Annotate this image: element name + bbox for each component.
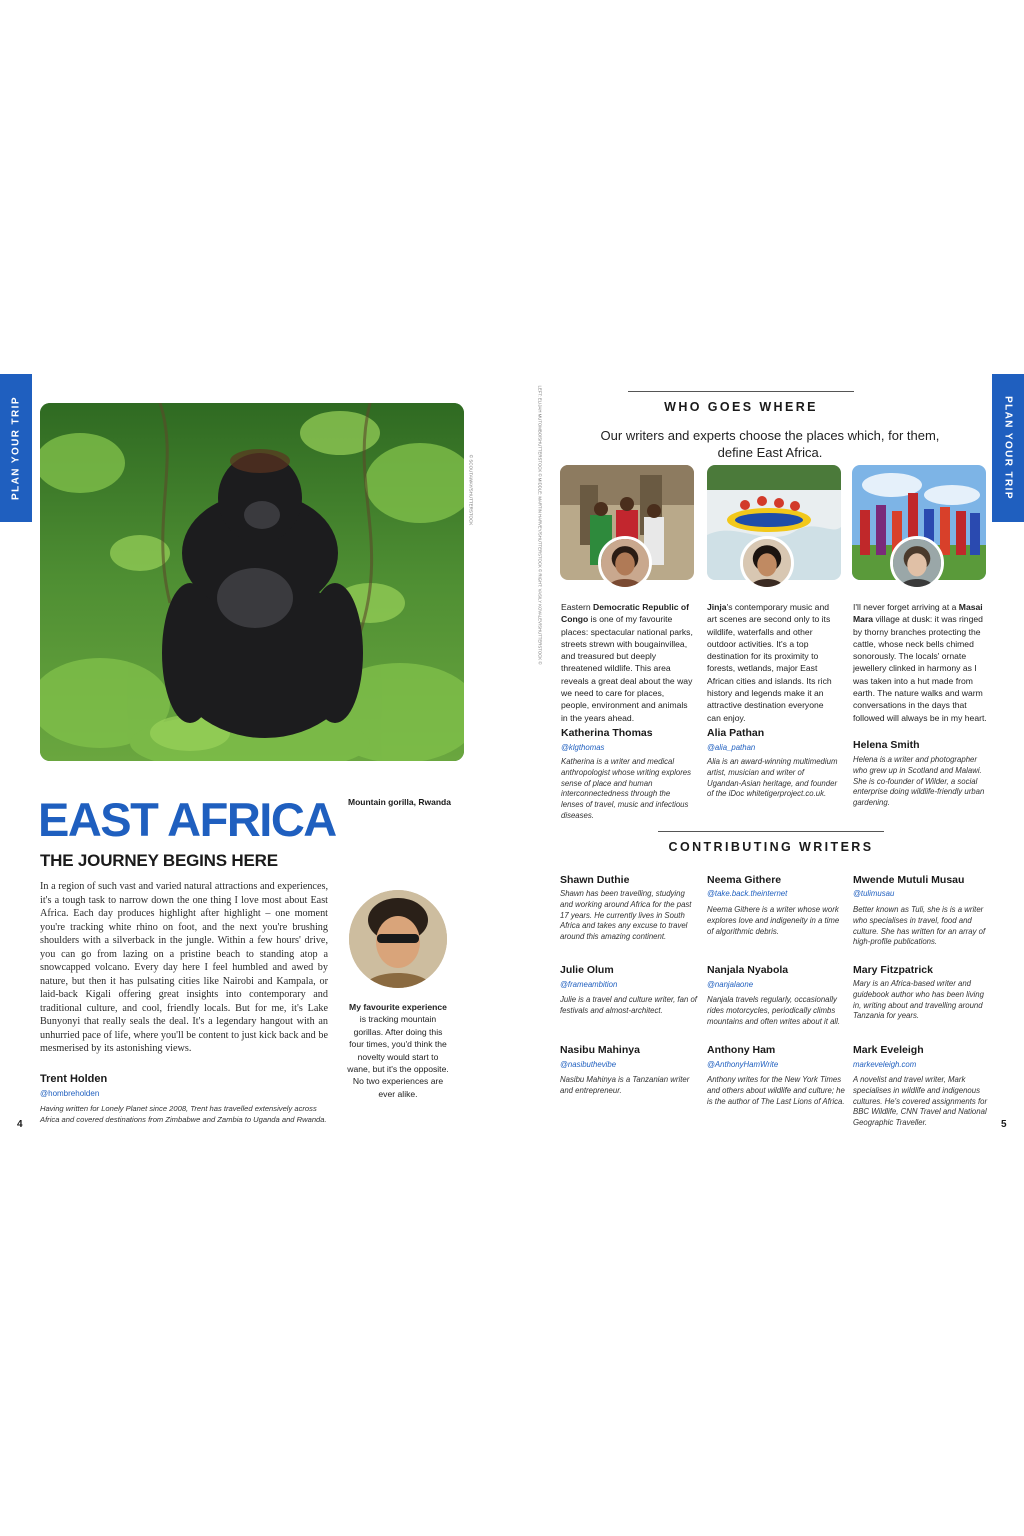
- writer-bio: Katherina is a writer and medical anthropologist whose writing explores sense of place and human interconnectedness through the lenses of travel, music and infectious diseases.: [561, 757, 692, 820]
- writer-bio: Mary is an Africa-based writer and guidebook author who has been living in, writing about and travelling around Tanzania for years.: [853, 979, 984, 1021]
- jinja-description: Jinja's contemporary music and art scenes are second only to its wildlife, waterfalls and other outdoor activities. It's a top destination for its proximity to forests, wetlands, major East African cities and islands. Its rich history and legends make it an attractive destination everyone can enjoy.: [707, 602, 832, 723]
- writer-handle[interactable]: @AnthonyHamWrite: [707, 1060, 779, 1069]
- photo-credit: © SCOUTAWAY/SHUTTERSTOCK: [468, 454, 474, 526]
- writer-handle[interactable]: @nanjalaone: [707, 980, 754, 989]
- quote-lead: My favourite experience: [349, 1002, 447, 1012]
- writer-handle[interactable]: @tulimusau: [853, 889, 895, 898]
- tab-label: PLAN YOUR TRIP: [1002, 396, 1014, 500]
- gorilla-photo: [40, 403, 464, 761]
- writer-bio: Nanjala travels regularly, occasionally rides motorcycles, periodically climbs mountains and often writes about it all.: [707, 995, 841, 1026]
- writer-bio: Nasibu Mahinya is a Tanzanian writer and entrepreneur.: [560, 1075, 690, 1095]
- writer-name: Katherina Thomas: [561, 727, 653, 739]
- writer-name: Julie Olum: [560, 964, 614, 976]
- alia-avatar: [740, 536, 794, 590]
- divider: [658, 831, 884, 832]
- writer-name: Helena Smith: [853, 739, 920, 751]
- quote-text: is tracking mountain gorillas. After doing this four times, you'd think the novelty would start to wane, but it's the opposite. No two experiences are ever alike.: [347, 1014, 449, 1099]
- plan-your-trip-tab-left: [0, 374, 32, 522]
- writer-handle[interactable]: @nasibuthevibe: [560, 1060, 617, 1069]
- writer-name: Nanjala Nyabola: [707, 964, 789, 976]
- photo-credit-right: LEFT: ELIJAH MUTOMBO/SHUTTERSTOCK © MIDDLE: MARTIN HARVEY/SHUTTERSTOCK © RIGHT: VASILY KOVALEV/SHUTTERSTOCK ©: [537, 385, 543, 665]
- author-name: Trent Holden: [40, 1073, 108, 1085]
- drc-description: Eastern Democratic Republic of Congo is one of my favourite places: spectacular national parks, streets strewn with bougainvillea, and treasured but deeply threatened wildlife. This area reveals a great deal about the way we need to care for places, people, environment and animals in the years ahead.: [561, 602, 693, 723]
- favourite-experience-quote: [346, 1001, 450, 1100]
- photo-caption: Mountain gorilla, Rwanda: [348, 797, 451, 807]
- writer-bio: Julie is a travel and culture writer, fan of festivals and almost-architect.: [560, 995, 697, 1015]
- page-subtitle: THE JOURNEY BEGINS HERE: [40, 851, 278, 870]
- writer-bio: Alia is an award-winning multimedium artist, musician and writer of Ugandan-Asian heritage, and founder of the iDoc whitetigerproject.co.uk.: [707, 757, 838, 799]
- who-goes-where-heading: WHO GOES WHERE: [664, 400, 818, 414]
- place-name: Masai Mara: [853, 602, 983, 625]
- writer-handle[interactable]: @frameambition: [560, 980, 618, 989]
- page-title: EAST AFRICA: [38, 793, 336, 846]
- page-number-right: 5: [1001, 1119, 1007, 1130]
- writer-name: Mwende Mutuli Musau: [853, 874, 965, 886]
- place-name: Democratic Republic of Congo: [561, 602, 689, 625]
- page-number-left: 4: [17, 1119, 23, 1130]
- writer-name: Anthony Ham: [707, 1044, 776, 1056]
- writer-name: Nasibu Mahinya: [560, 1044, 640, 1056]
- writer-bio: Neema Githere is a writer whose work explores love and indigeneity in a time of algorithmic debris.: [707, 905, 840, 936]
- author-handle[interactable]: @hombreholden: [40, 1089, 100, 1098]
- writer-handle[interactable]: @take.back.theinternet: [707, 889, 788, 898]
- author-bio: Having written for Lonely Planet since 2008, Trent has travelled extensively across Africa and covered destinations from Zimbabwe and Zambia to Uganda and Rwanda.: [40, 1104, 327, 1124]
- masai-mara-description: I'll never forget arriving at a Masai Mara village at dusk: it was ringed by thorny branches protecting the cattle, whose neck bells chimed sonorously. The locals' ornate jewellery clinked in harmony as I was taken into a hut made from earth. The nature walks and warm conversations in the days that followed will always be in my heart.: [853, 602, 987, 723]
- writer-name: Shawn Duthie: [560, 874, 630, 886]
- intro-paragraph: In a region of such vast and varied natural attractions and experiences, it's a tough task to narrow down the one thing I love most about East Africa. Each day produces highlight after highlight – one moment you're tracking white rhino on foot, and the next you're brushing shoulders with a silverback in the jungle. Within a few hours' drive, you can go from lazing on a pristine beach to standing atop a snowcapped volcano. Every day here I feel humbled and awed by nature, but then it has pulsating cities like Nairobi and Kampala, or laid-back Kigali offering great insights into contemporary and traditional culture, and cool, friendly locals. But for me, it's Lake Bunyonyi that really seals the deal. It's a legendary hangout with an unhurried pace of life, where you'll be content to just kick back and be mesmerised by its astonishing views.: [40, 881, 328, 1054]
- divider: [628, 391, 854, 392]
- helena-avatar: [890, 536, 944, 590]
- plan-your-trip-tab-right: [992, 374, 1024, 522]
- writer-name: Alia Pathan: [707, 727, 765, 739]
- contributing-writers-heading: CONTRIBUTING WRITERS: [668, 840, 874, 854]
- writer-name: Neema Githere: [707, 874, 782, 886]
- writer-handle[interactable]: @klgthomas: [561, 743, 605, 752]
- who-goes-where-tagline: Our writers and experts choose the places which, for them, define East Africa.: [600, 428, 940, 460]
- writer-name: Mark Eveleigh: [853, 1044, 924, 1056]
- writer-handle[interactable]: markeveleigh.com: [853, 1060, 917, 1069]
- writer-bio: Anthony writes for the New York Times and others about wildlife and culture; he is the author of The Last Lions of Africa.: [707, 1075, 845, 1106]
- katherina-avatar: [598, 536, 652, 590]
- place-name: Jinja: [707, 602, 727, 612]
- author-avatar: [349, 890, 447, 988]
- writer-bio: Helena is a writer and photographer who grew up in Scotland and Malawi. She is co-founder of Wilder, a social enterprise doing wildlife-friendly urban gardening.: [853, 755, 985, 808]
- tab-label: PLAN YOUR TRIP: [10, 396, 22, 500]
- writer-bio: Better known as Tuli, she is is a writer who specialises in travel, food and culture. She has written for an array of high-profile publications.: [853, 905, 986, 947]
- writer-name: Mary Fitzpatrick: [853, 964, 933, 976]
- writer-bio: Shawn has been travelling, studying and working around Africa for the past 17 years. He currently lives in South Africa and takes any excuse to travel around this amazing continent.: [560, 889, 692, 942]
- writer-handle[interactable]: @alia_pathan: [707, 743, 756, 752]
- writer-bio: A novelist and travel writer, Mark specialises in wildlife and indigenous cultures. He's covered assignments for BBC Wildlife, CNN Travel and National Geographic Traveller.: [853, 1075, 988, 1128]
